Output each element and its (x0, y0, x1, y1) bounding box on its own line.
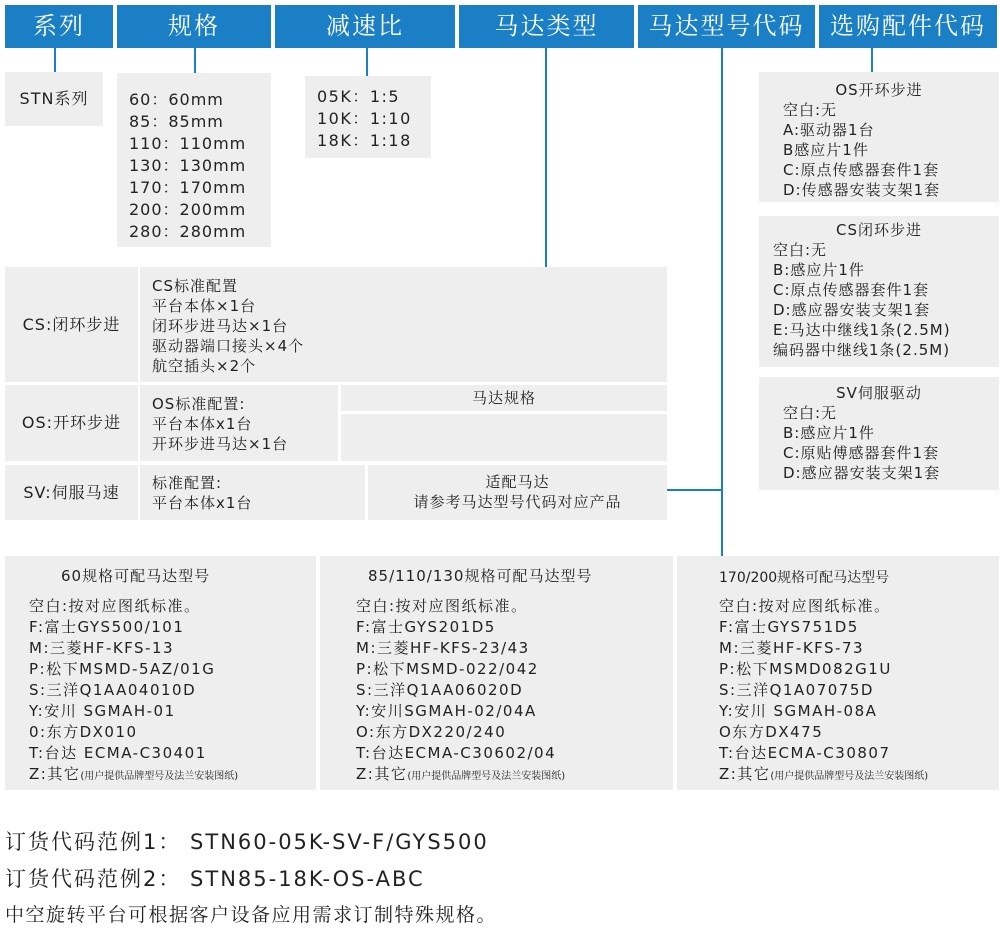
motor-model-item: O:东方DX220/240 (356, 723, 507, 741)
spec-box (117, 73, 271, 247)
motor-type-sv-config (152, 473, 252, 513)
accessory-os-box (759, 72, 999, 202)
accessory-os-list (783, 100, 940, 200)
motor-model-item: T:台达ECMA-C30602/04 (356, 744, 557, 762)
motor-type-cs-config (152, 276, 304, 376)
header-motor-model: 马达型号代码 (638, 5, 815, 48)
motor-model-item: T:台达ECMA-C30807 (719, 744, 891, 762)
motor-column-170-200-list (719, 596, 928, 787)
motor-model-item: M:三菱HF-KFS-73 (719, 639, 865, 657)
motor-model-item: M:三菱HF-KFS-23/43 (356, 639, 530, 657)
motor-spec-header-cell (341, 385, 667, 411)
ratio-item: 18K：1:18 (317, 131, 412, 150)
motor-model-item: S:三洋Q1AA06020D (356, 681, 524, 699)
accessory-os-item: C:原点传感器套件1套 (783, 161, 940, 179)
motor-model-other-note: (用户提供品牌型号及法兰安装图纸) (80, 771, 239, 782)
connector-series (54, 48, 56, 72)
cs-config-line: CS标准配置 (152, 277, 238, 295)
cs-config-line: 平台本体×1台 (152, 297, 257, 315)
motor-model-item: Y:安川 SGMAH-01 (29, 702, 176, 720)
accessory-os-item: B感应片1件 (783, 141, 869, 159)
motor-type-sv-label: SV:伺服马速 (23, 483, 120, 502)
motor-column-85-110-130-list (356, 596, 565, 787)
motor-type-cs-label: CS:闭环步进 (22, 315, 121, 334)
spec-item: 280：280mm (129, 222, 247, 241)
motor-model-item: Y:安川 SGMAH-08A (719, 702, 878, 720)
motor-spec-empty-cell (341, 414, 667, 461)
accessory-cs-box (759, 216, 999, 367)
accessory-sv-item: 空白:无 (783, 404, 838, 422)
motor-column-60-list (29, 596, 238, 787)
motor-model-item: P:松下MSMD-022/042 (356, 660, 539, 678)
motor-model-item: 空白:按对应图纸标准。 (29, 597, 201, 615)
motor-type-cs-config-cell (140, 267, 667, 382)
motor-type-os-config-cell (140, 385, 338, 461)
footer-note: 中空旋转平台可根据客户设备应用需求订制特殊规格。 (5, 904, 498, 926)
os-config-line: 平台本体x1台 (152, 415, 253, 433)
motor-model-other (356, 764, 565, 787)
motor-model-other-label: Z:其它 (356, 765, 408, 783)
series-box (5, 72, 103, 126)
connector-motor-type (545, 48, 547, 267)
accessory-cs-item: D:感应器安装支架1套 (773, 301, 931, 319)
accessory-sv-item: B:感应片1件 (783, 424, 875, 442)
header-accessory: 选购配件代码 (819, 5, 997, 48)
accessory-sv-title: SV伺服驱动 (836, 384, 922, 402)
connector-motor-model-branch (667, 489, 723, 491)
cs-config-line: 驱动器端口接头×4个 (152, 337, 305, 355)
motor-model-other-label: Z:其它 (719, 765, 771, 783)
motor-type-cs-label-cell (5, 267, 138, 382)
spec-item: 85：85mm (129, 112, 224, 131)
header-series: 系列 (5, 5, 113, 48)
accessory-os-item: D:传感器安装支架1套 (783, 181, 941, 199)
order-example-2: 订货代码范例2： STN85-18K-OS-ABC (5, 867, 425, 891)
motor-column-85-110-130 (320, 556, 673, 790)
series-value: STN系列 (19, 89, 89, 108)
connector-ratio (366, 48, 368, 76)
motor-model-item: Y:安川SGMAH-02/04A (356, 702, 537, 720)
motor-column-170-200 (677, 556, 999, 790)
accessory-cs-item: E:马达中继线1条(2.5M) (773, 321, 951, 339)
motor-model-item: 0:东方DX010 (29, 723, 138, 741)
sv-config-line: 平台本体x1台 (152, 494, 253, 512)
accessory-cs-title: CS闭环步进 (836, 221, 922, 239)
motor-column-85-110-130-title: 85/110/130规格可配马达型号 (368, 567, 593, 585)
accessory-os-item: A:驱动器1台 (783, 121, 875, 139)
connector-accessory (871, 48, 873, 72)
motor-model-other (29, 764, 238, 787)
accessory-cs-item: 编码器中继线1条(2.5M) (773, 341, 951, 359)
motor-type-sv-label-cell (5, 465, 138, 520)
motor-model-item: S:三洋Q1AA04010D (29, 681, 197, 699)
motor-model-item: T:台达 ECMA-C30401 (29, 744, 207, 762)
ratio-item: 05K：1:5 (317, 87, 401, 106)
os-config-line: OS标准配置: (152, 395, 246, 413)
accessory-cs-item: 空白:无 (773, 241, 828, 259)
motor-model-item: S:三洋Q1A07075D (719, 681, 874, 699)
spec-list (129, 89, 246, 243)
motor-model-item: M:三菱HF-KFS-13 (29, 639, 175, 657)
header-ratio: 减速比 (275, 5, 455, 48)
cs-config-line: 闭环步进马达×1台 (152, 317, 289, 335)
accessory-cs-item: C:原点传感器套件1套 (773, 281, 930, 299)
spec-item: 200：200mm (129, 200, 247, 219)
motor-model-item: F:富士GYS751D5 (719, 618, 859, 636)
motor-spec-header: 马达规格 (471, 389, 536, 407)
motor-model-item: P:松下MSMD082G1U (719, 660, 892, 678)
motor-type-os-config (152, 394, 288, 454)
header-spec: 规格 (117, 5, 271, 48)
motor-type-os-label: OS:开环步进 (21, 413, 122, 432)
spec-item: 130：130mm (129, 156, 247, 175)
accessory-sv-item: D:感应器安装支架1套 (783, 464, 941, 482)
sv-adapt-line: 请参考马达型号代码对应产品 (413, 493, 622, 511)
spec-item: 60：60mm (129, 90, 224, 109)
motor-column-170-200-title: 170/200规格可配马达型号 (719, 570, 890, 586)
motor-type-os-label-cell (5, 385, 138, 461)
accessory-cs-item: B:感应片1件 (773, 261, 865, 279)
motor-column-60 (5, 556, 316, 790)
motor-model-item: 空白:按对应图纸标准。 (356, 597, 528, 615)
motor-model-other-note: (用户提供品牌型号及法兰安装图纸) (407, 771, 566, 782)
sv-adapt-line: 适配马达 (485, 473, 550, 491)
motor-model-item: F:富士GYS500/101 (29, 618, 185, 636)
accessory-sv-item: C:原贴傅感器套件1套 (783, 444, 940, 462)
order-example-1: 订货代码范例1： STN60-05K-SV-F/GYS500 (5, 830, 489, 854)
ratio-list (317, 86, 412, 152)
motor-model-item: F:富士GYS201D5 (356, 618, 496, 636)
connector-motor-model (721, 48, 723, 556)
cs-config-line: 航空插头×2个 (152, 357, 257, 375)
sv-adapt-text (368, 472, 667, 512)
connector-spec (194, 48, 196, 73)
accessory-os-item: 空白:无 (783, 101, 838, 119)
sv-adapt-cell (368, 465, 667, 520)
spec-item: 110：110mm (129, 134, 247, 153)
accessory-os-title: OS开环步进 (835, 81, 923, 99)
ratio-item: 10K：1:10 (317, 109, 412, 128)
spec-item: 170：170mm (129, 178, 247, 197)
motor-model-other (719, 764, 928, 787)
motor-model-item: O东方DX475 (719, 723, 824, 741)
motor-type-sv-config-cell (140, 465, 365, 520)
motor-model-item: P:松下MSMD-5AZ/01G (29, 660, 216, 678)
accessory-sv-box (759, 377, 999, 490)
accessory-sv-list (783, 403, 940, 483)
os-config-line: 开环步进马达×1台 (152, 435, 289, 453)
accessory-cs-list (773, 240, 951, 360)
header-motor-type: 马达类型 (459, 5, 634, 48)
motor-model-other-note: (用户提供品牌型号及法兰安装图纸) (770, 771, 929, 782)
motor-model-other-label: Z:其它 (29, 765, 81, 783)
sv-config-line: 标准配置: (152, 474, 223, 492)
motor-column-60-title: 60规格可配马达型号 (61, 567, 211, 585)
ratio-box (305, 76, 431, 158)
motor-model-item: 空白:按对应图纸标准。 (719, 597, 891, 615)
